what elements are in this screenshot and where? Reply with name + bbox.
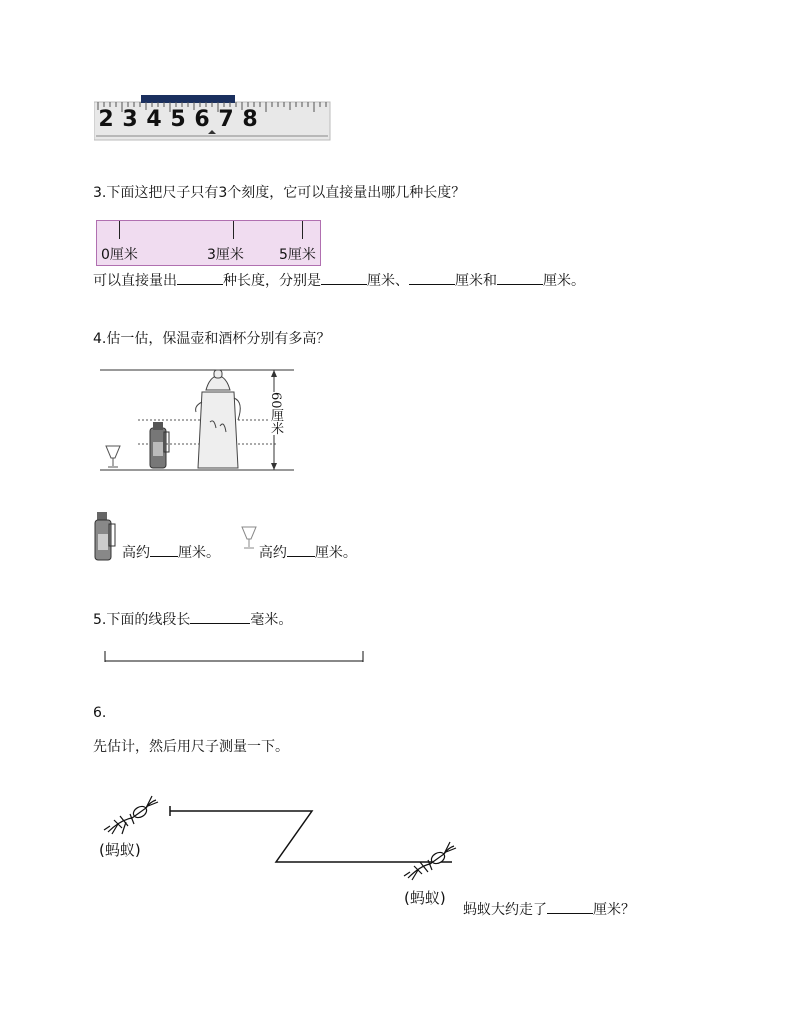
ant-icon [104,796,158,834]
ruler-digit: 7 [218,107,234,132]
ruler-digits [94,108,332,132]
height-comparison-figure [98,362,298,474]
ruler-digit: 4 [146,107,162,132]
tall-pot-icon [196,370,241,468]
ruler-digit: 6 [194,107,210,132]
wine-glass-small-icon [239,525,259,551]
wine-glass-icon [106,446,120,467]
ruler-label-0: 0厘米 [101,247,138,263]
ruler-digit: 5 [170,107,186,132]
q3-answer-line: 可以直接量出 种长度，分别是 厘米、 厘米和 厘米。 [93,270,585,290]
q5-prompt: 5.下面的线段长 毫米。 [93,609,292,629]
ant-label-start: (蚂蚁) [99,841,141,859]
ruler-tick [302,221,303,239]
q4-prompt: 4.估一估，保温壶和酒杯分别有多高？ [93,331,331,347]
q5-blank-length[interactable] [190,609,250,624]
q3-blank-length-1[interactable] [321,270,367,285]
ruler-tick [119,221,120,239]
q6-prompt: 先估计，然后用尺子测量一下。 [93,739,289,755]
ruler-image [94,94,332,144]
q5-line-segment [104,648,364,660]
q3-blank-length-2[interactable] [409,270,455,285]
ruler-label-5: 5厘米 [279,247,316,263]
line-segment-graphic [104,651,364,663]
q4-answer-line: 高约 厘米。 高约 厘米。 [94,510,357,564]
ruler-label-3: 3厘米 [207,247,244,263]
height-label: 60厘米 [268,392,283,435]
q6-answer-line: 蚂蚁大约走了 厘米？ [463,899,635,919]
ruler-digit: 8 [242,107,258,132]
ant-path-graphic [100,790,470,890]
ant-icon [404,842,456,880]
q3-blank-count[interactable] [177,270,223,285]
q3-blank-length-3[interactable] [497,270,543,285]
q6-number: 6. [93,705,107,721]
ruler-digit: 2 [98,107,114,132]
q3-prompt: 3.下面这把尺子只有3个刻度，它可以直接量出哪几种长度？ [93,185,466,201]
thermos-small-icon [94,510,122,562]
ruler-digit: 3 [122,107,138,132]
three-mark-ruler [96,220,321,266]
thermos-icon [150,422,169,468]
ant-path-figure [100,790,470,890]
ruler-tick [233,221,234,239]
q6-blank-distance[interactable] [547,899,593,914]
ruler-highlight-bar [141,95,235,103]
q4-blank-glass[interactable] [287,542,315,557]
q4-blank-thermos[interactable] [150,542,178,557]
ant-label-end: (蚂蚁) [404,889,446,907]
